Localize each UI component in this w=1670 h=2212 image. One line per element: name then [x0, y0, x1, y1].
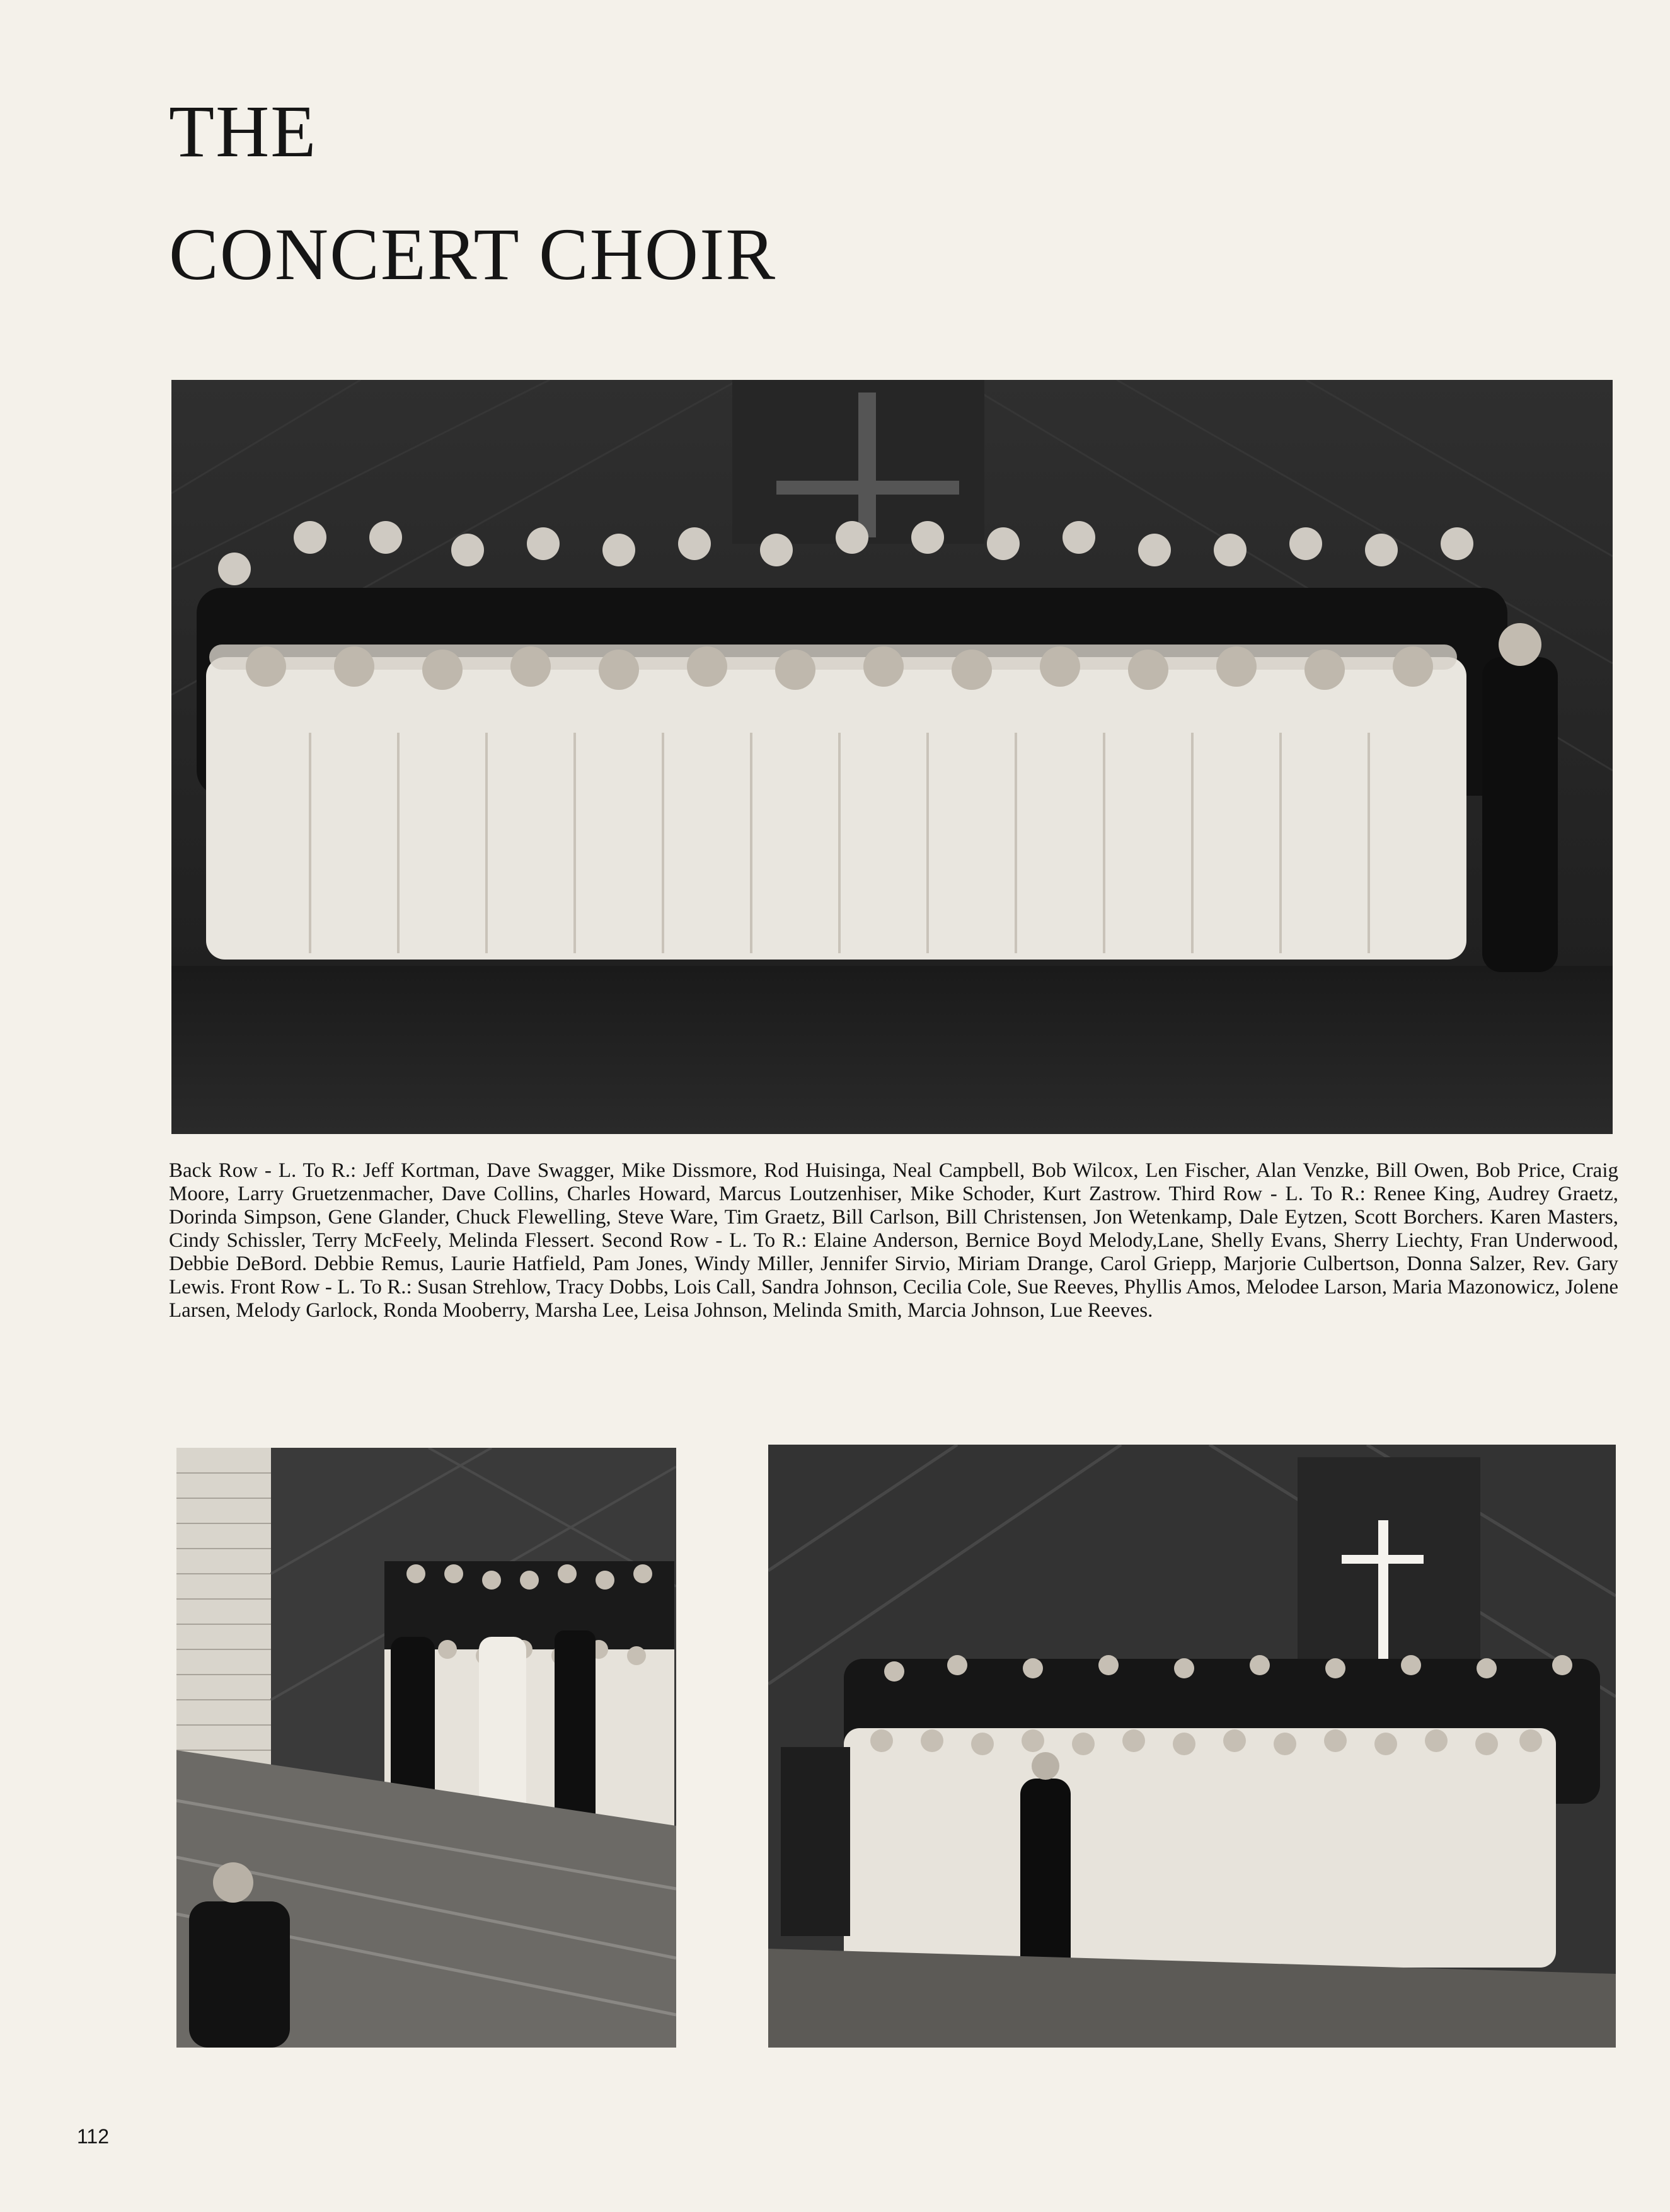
choir-performance-photo-left: [176, 1448, 676, 2048]
photo-caption: Back Row - L. To R.: Jeff Kortman, Dave Swagger, Mike Dissmore, Rod Huisinga, Neal Campbell, Bob Wilcox, Len Fischer, Alan Venzke, Bill Owen, Bob Price, Craig Moore, Larry Gruetzenmacher, Dave Collins, Charles Howard, Marcus Loutzenhiser, Mike Schoder, Kurt Zastrow. Third Row - L. To R.: Renee King, Audrey Graetz, Dorinda Simpson, Gene Glander, Chuck Flewelling, Steve Ware, Tim Graetz, Bill Carlson, Bill Christensen, Jon Wetenkamp, Dale Eytzen, Scott Borchers. Karen Masters, Cindy Schissler, Terry McFeely, Melinda Flessert. Second Row - L. To R.: Elaine Anderson, Bernice Boyd Melody,Lane, Shelly Evans, Sherry Liechty, Fran Underwood, Debbie DeBord. Debbie Remus, Laurie Hatfield, Pam Jones, Windy Miller, Jennifer Sirvio, Miriam Drange, Carol Griepp, Marjorie Culbertson, Donna Salzer, Rev. Gary Lewis. Front Row - L. To R.: Susan Strehlow, Tracy Dobbs, Lois Call, Sandra Johnson, Cecilia Cole, Sue Reeves, Phyllis Amos, Melodee Larson, Maria Mazonowicz, Jolene Larsen, Melody Garlock, Ronda Mooberry, Marsha Lee, Leisa Johnson, Melinda Smith, Marcia Johnson, Lue Reeves.: [169, 1159, 1618, 1322]
page-number: 112: [77, 2125, 110, 2148]
choir-group-photo: [171, 380, 1613, 1134]
page-title-line-1: THE: [169, 90, 318, 173]
page-title-line-2: CONCERT CHOIR: [169, 213, 777, 295]
choir-group-photo-image: [171, 380, 1613, 1134]
choir-performance-photo-right: [768, 1445, 1616, 2048]
choir-performance-photo-right-image: [768, 1445, 1616, 2048]
choir-performance-photo-left-image: [176, 1448, 676, 2048]
